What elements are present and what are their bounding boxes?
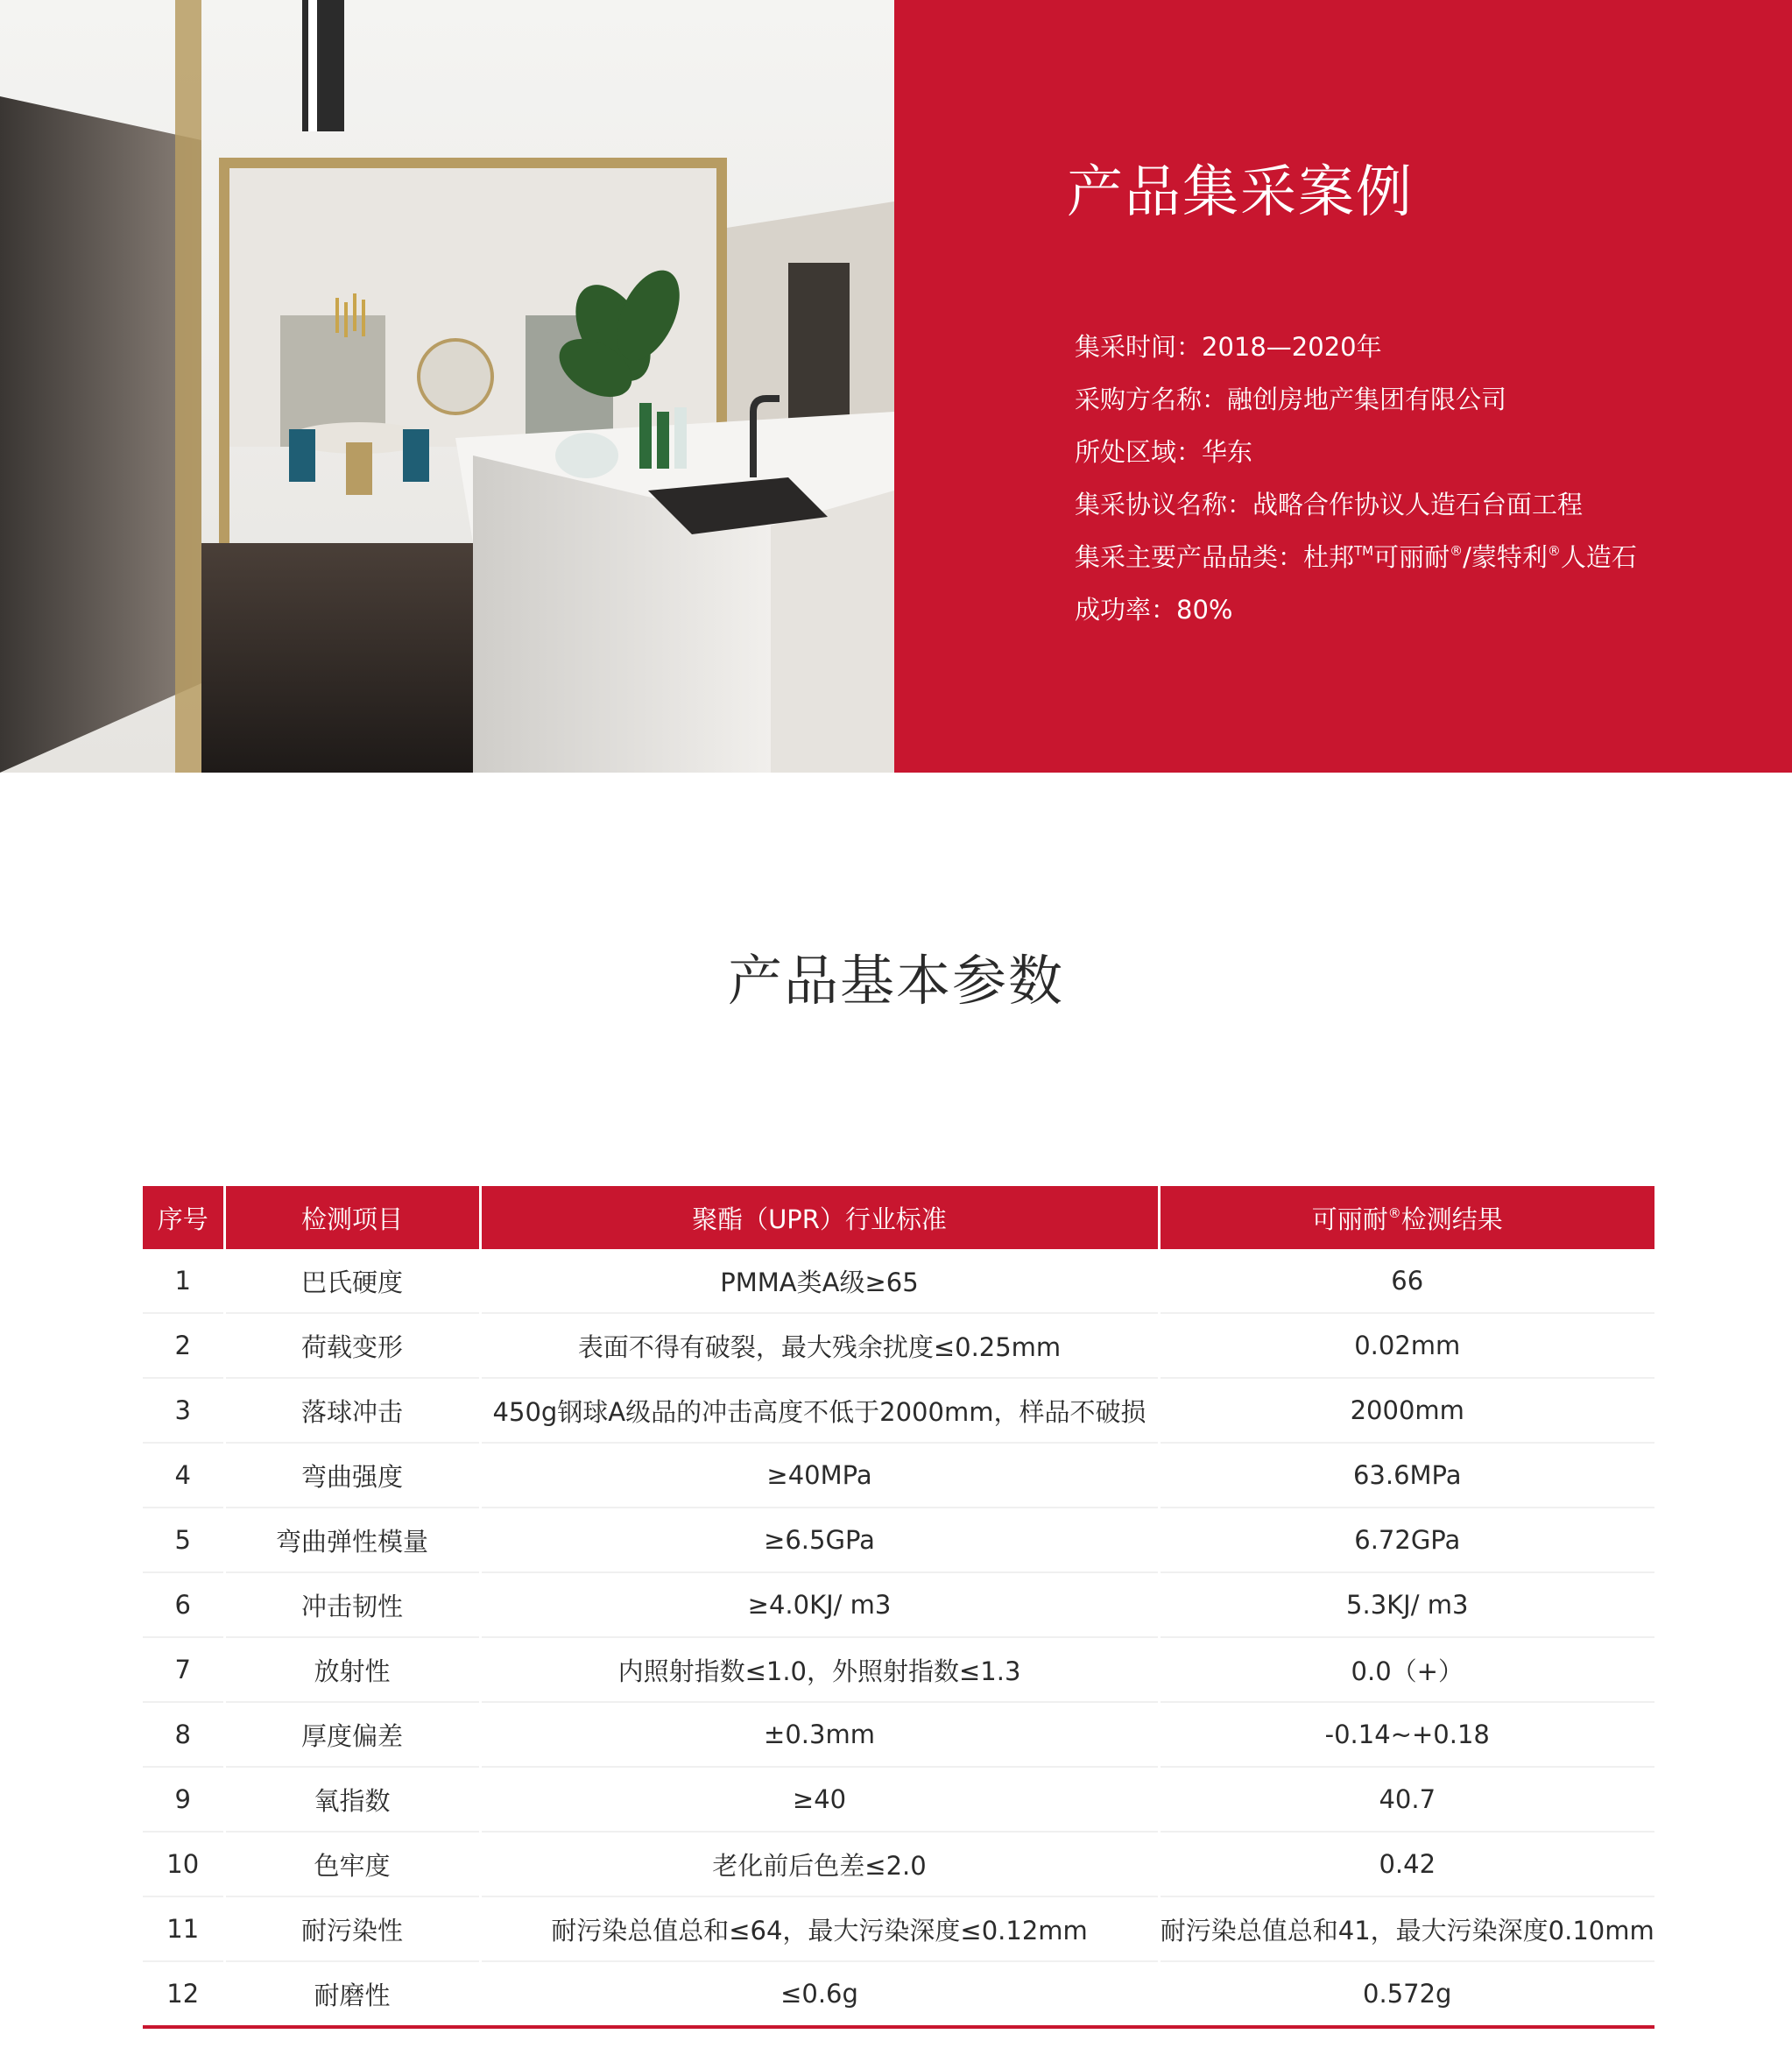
cell-no: 7 <box>143 1637 224 1702</box>
cell-standard: ≥4.0KJ/ m3 <box>480 1572 1159 1637</box>
cell-standard: PMMA类A级≥65 <box>480 1249 1159 1313</box>
cell-result: 40.7 <box>1159 1767 1654 1832</box>
table-row <box>143 1832 1654 1896</box>
cell-item: 荷载变形 <box>224 1313 480 1378</box>
table-row <box>143 1249 1654 1313</box>
cell-item: 耐磨性 <box>224 1961 480 2027</box>
cell-no: 9 <box>143 1767 224 1832</box>
header-result: 可丽耐®检测结果 <box>1159 1186 1654 1249</box>
cell-result: 0.42 <box>1159 1832 1654 1896</box>
cell-standard: ≤0.6g <box>480 1961 1159 2027</box>
kitchen-photo <box>0 0 894 773</box>
cell-standard: ≥40 <box>480 1767 1159 1832</box>
table-row <box>143 1378 1654 1443</box>
agreement-name: 集采协议名称：战略合作协议人造石台面工程 <box>1075 490 1584 519</box>
cell-no: 8 <box>143 1702 224 1767</box>
table-row <box>143 1572 1654 1637</box>
cell-standard: 表面不得有破裂，最大残余扰度≤0.25mm <box>480 1313 1159 1378</box>
cell-standard: 耐污染总值总和≤64，最大污染深度≤0.12mm <box>480 1896 1159 1961</box>
cell-result: 63.6MPa <box>1159 1443 1654 1508</box>
cell-result: 66 <box>1159 1249 1654 1313</box>
cell-item: 巴氏硬度 <box>224 1249 480 1313</box>
table-row <box>143 1702 1654 1767</box>
cell-standard: 450g钢球A级品的冲击高度不低于2000mm，样品不破损 <box>480 1378 1159 1443</box>
cell-item: 厚度偏差 <box>224 1702 480 1767</box>
header-item: 检测项目 <box>224 1186 480 1249</box>
case-hero <box>0 0 1792 773</box>
cell-standard: 内照射指数≤1.0，外照射指数≤1.3 <box>480 1637 1159 1702</box>
cell-result: 6.72GPa <box>1159 1508 1654 1572</box>
table-row <box>143 1637 1654 1702</box>
params-section-title: 产品基本参数 <box>727 949 1064 1013</box>
cell-standard: ≥40MPa <box>480 1443 1159 1508</box>
table-row <box>143 1508 1654 1572</box>
header-standard: 聚酯（UPR）行业标准 <box>480 1186 1159 1249</box>
table-body <box>143 1249 1654 2027</box>
cell-item: 色牢度 <box>224 1832 480 1896</box>
table-header-row <box>143 1186 1654 1249</box>
cell-result: 0.02mm <box>1159 1313 1654 1378</box>
cell-result: 0.0（+） <box>1159 1637 1654 1702</box>
cell-no: 3 <box>143 1378 224 1443</box>
header-no: 序号 <box>143 1186 224 1249</box>
cell-item: 弯曲弹性模量 <box>224 1508 480 1572</box>
cell-result: -0.14~+0.18 <box>1159 1702 1654 1767</box>
cell-standard: ≥6.5GPa <box>480 1508 1159 1572</box>
cell-no: 6 <box>143 1572 224 1637</box>
cell-no: 12 <box>143 1961 224 2027</box>
cell-item: 弯曲强度 <box>224 1443 480 1508</box>
cell-no: 10 <box>143 1832 224 1896</box>
cell-item: 放射性 <box>224 1637 480 1702</box>
case-info-panel <box>894 0 1792 773</box>
cell-item: 冲击韧性 <box>224 1572 480 1637</box>
cell-no: 11 <box>143 1896 224 1961</box>
table-row <box>143 1313 1654 1378</box>
procurement-period: 集采时间：2018—2020年 <box>1075 332 1382 362</box>
cell-item: 耐污染性 <box>224 1896 480 1961</box>
case-info-list <box>1075 321 1637 636</box>
cell-no: 5 <box>143 1508 224 1572</box>
cell-item: 氧指数 <box>224 1767 480 1832</box>
cell-no: 2 <box>143 1313 224 1378</box>
table-row <box>143 1767 1654 1832</box>
cell-no: 1 <box>143 1249 224 1313</box>
params-table <box>143 1186 1654 2029</box>
success-rate: 成功率：80% <box>1075 595 1233 625</box>
region: 所处区域：华东 <box>1075 437 1253 467</box>
cell-standard: 老化前后色差≤2.0 <box>480 1832 1159 1896</box>
cell-result: 5.3KJ/ m3 <box>1159 1572 1654 1637</box>
buyer-name: 采购方名称：融创房地产集团有限公司 <box>1075 385 1507 414</box>
cell-item: 落球冲击 <box>224 1378 480 1443</box>
table-row <box>143 1443 1654 1508</box>
cell-result: 0.572g <box>1159 1961 1654 2027</box>
cell-result: 耐污染总值总和41，最大污染深度0.10mm <box>1159 1896 1654 1961</box>
table-row <box>143 1961 1654 2027</box>
cell-result: 2000mm <box>1159 1378 1654 1443</box>
case-title: 产品集采案例 <box>1067 160 1414 225</box>
cell-standard: ±0.3mm <box>480 1702 1159 1767</box>
table-row <box>143 1896 1654 1961</box>
cell-no: 4 <box>143 1443 224 1508</box>
product-category: 集采主要产品品类：杜邦™可丽耐®/蒙特利®人造石 <box>1075 542 1637 572</box>
